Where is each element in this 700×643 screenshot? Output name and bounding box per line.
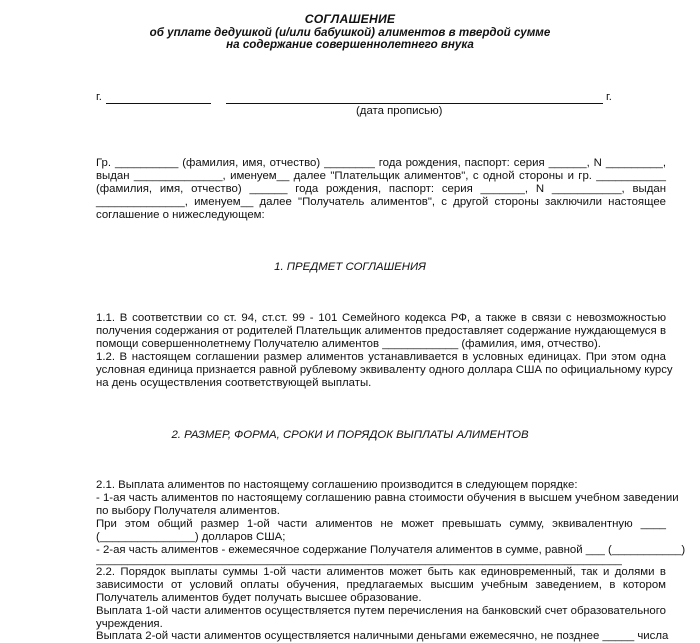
- section-2-line: Получатель алиментов будет получать высшее образование.: [96, 592, 422, 604]
- section-2-line: зависимости от условий оплаты обучения, предлагаемых высшим учебным заведением, в котором: [96, 579, 666, 591]
- section-1-line: условная единица признается равной рублевому эквиваленту одного доллара США по официальному курсу: [96, 364, 673, 376]
- section-2-underline-row: ___________________________________________________________________________________: [96, 554, 622, 566]
- section-2-line: При этом общий размер 1-ой части алиментов не может превышать сумму, эквивалентную ____: [96, 518, 666, 530]
- date-caption: (дата прописью): [356, 105, 443, 117]
- parties-line: Гр. __________ (фамилия, имя, отчество) ________ года рождения, паспорт: серия ______, N _________,: [96, 157, 666, 169]
- section-2-line: - 1-ая часть алиментов по настоящему соглашению равна стоимости обучения в высшем учебном заведении: [96, 492, 679, 504]
- section-2-line: по выбору Получателя алиментов.: [96, 505, 280, 517]
- parties-line: соглашение о нижеследующем:: [96, 209, 265, 221]
- parties-line: ______________, именуем__ далее "Получатель алиментов", с другой стороны заключили настоящее: [96, 196, 666, 208]
- document-subtitle-line-2: на содержание совершеннолетнего внука: [226, 38, 474, 51]
- section-1-line: на день осуществления соответствующей выплаты.: [96, 377, 372, 389]
- date-blank: [226, 103, 603, 104]
- section-2-line: 2.1. Выплата алиментов по настоящему соглашению производится в следующем порядке:: [96, 479, 578, 491]
- section-2-heading: 2. РАЗМЕР, ФОРМА, СРОКИ И ПОРЯДОК ВЫПЛАТЫ АЛИМЕНТОВ: [171, 429, 529, 441]
- city-prefix: г.: [96, 91, 102, 103]
- section-1-line: 1.1. В соответствии со ст. 94, ст.ст. 99 - 101 Семейного кодекса РФ, а также в связи с невозможностью: [96, 312, 666, 324]
- parties-line: выдан ______________, именуем__ далее "Плательщик алиментов", с одной стороны и гр. ___________: [96, 170, 666, 182]
- section-1-line: получения содержания от родителей Плательщик алиментов предоставляет содержание нуждающемуся в: [96, 325, 666, 337]
- section-1-line: 1.2. В настоящем соглашении размер алиментов устанавливается в условных единицах. При этом одна: [96, 351, 666, 363]
- section-2-line: - 2-ая часть алиментов - ежемесячное содержание Получателя алиментов в сумме, равной ___ (___________): [96, 544, 686, 556]
- city-suffix: г.: [606, 91, 612, 103]
- section-2-line: (_______________) долларов США;: [96, 531, 286, 543]
- section-1-line: помощи совершеннолетнему Получателю алиментов ____________ (фамилия, имя, отчество).: [96, 338, 601, 350]
- section-2-line: Выплата 2-ой части алиментов осуществляется наличными деньгами ежемесячно, не позднее _____ числа: [96, 630, 669, 642]
- section-2-line: 2.2. Порядок выплаты суммы 1-ой части алиментов может быть как единовременный, так и долями в: [96, 566, 666, 578]
- document-subtitle-line-1: об уплате дедушкой (и/или бабушкой) алиментов в твердой сумме: [149, 26, 551, 39]
- section-1-heading: 1. ПРЕДМЕТ СОГЛАШЕНИЯ: [274, 261, 426, 273]
- section-2-line: учреждения.: [96, 618, 163, 630]
- parties-line: (фамилия, имя, отчество) ______ года рождения, паспорт: серия _______, N ___________, выдан: [96, 183, 666, 195]
- document-title: СОГЛАШЕНИЕ: [304, 12, 396, 26]
- section-2-line: Выплата 1-ой части алиментов осуществляется путем перечисления на банковский счет образовательного: [96, 605, 666, 617]
- city-blank: [106, 103, 211, 104]
